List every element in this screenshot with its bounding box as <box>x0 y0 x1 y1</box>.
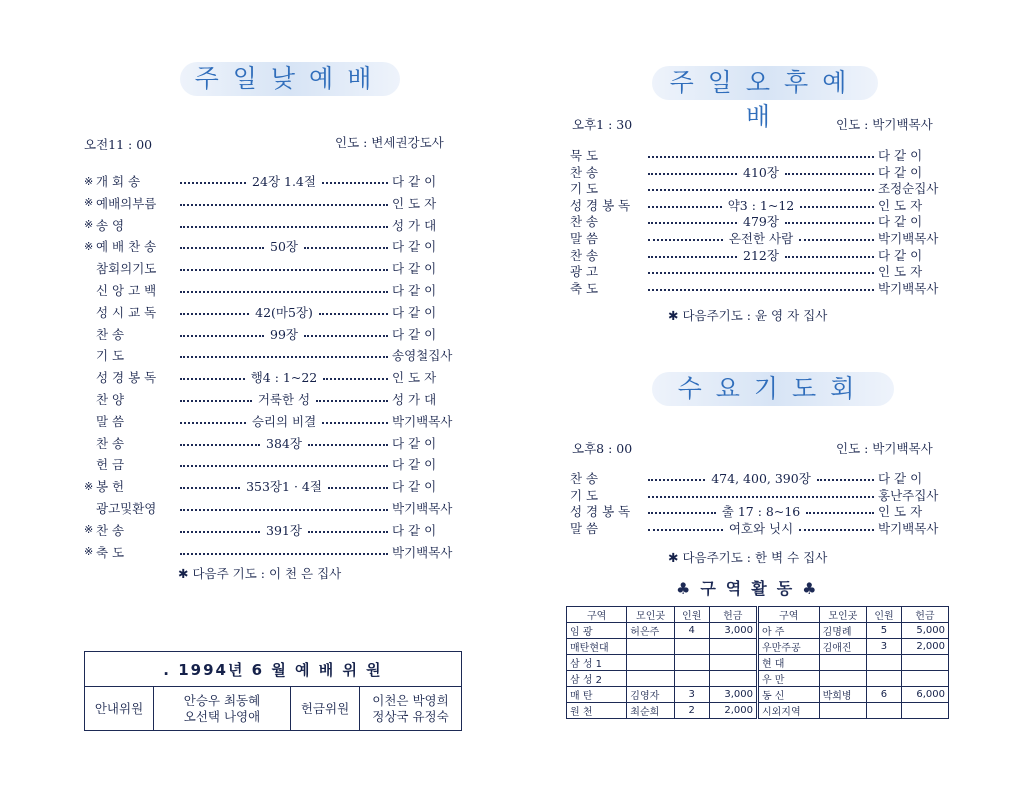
order-person: 인 도 자 <box>878 197 923 213</box>
table-cell: 2,000 <box>709 703 757 719</box>
dot-leader <box>180 412 388 430</box>
asterisk-mark: ※ <box>84 196 94 210</box>
order-detail: 353장1 · 4절 <box>246 479 322 495</box>
order-item: 봉 헌 <box>96 479 125 495</box>
table-cell: 5,000 <box>901 623 948 639</box>
order-item: 송 영 <box>96 217 125 233</box>
order-person: 다 같 이 <box>392 479 437 495</box>
table-cell <box>819 703 867 719</box>
order-detail: 384장 <box>266 435 302 451</box>
order-detail: 391장 <box>266 522 302 538</box>
order-row <box>84 411 462 431</box>
asterisk-mark: ※ <box>84 174 94 188</box>
dot-leader <box>180 507 388 509</box>
order-person: 다 같 이 <box>878 247 923 263</box>
order-detail: 출 17 : 8~16 <box>721 504 801 520</box>
order-person: 다 같 이 <box>392 174 437 189</box>
order-person: 다 같 이 <box>392 304 437 320</box>
dot-leader <box>180 267 388 269</box>
dot-leader <box>180 237 388 255</box>
committee-title: . 1994년 6 월 예 배 위 원 <box>85 652 461 687</box>
order-person: 다 같 이 <box>878 214 923 230</box>
order-item: 찬 송 <box>570 164 599 180</box>
table-cell <box>867 671 902 687</box>
table-cell <box>867 655 902 671</box>
wednesday-service-time: 오후8 : 00 <box>572 441 633 456</box>
order-row <box>84 498 462 518</box>
afternoon-next-prayer-note: ✱ 다음주기도 : 윤 영 자 집사 <box>668 308 828 323</box>
order-detail: 행4 : 1~22 <box>250 370 318 386</box>
order-item: 찬 송 <box>96 326 125 342</box>
order-person: 송영철집사 <box>392 348 453 364</box>
table-row <box>567 687 949 703</box>
order-row <box>84 389 462 409</box>
table-row <box>567 639 949 655</box>
order-row <box>570 278 948 298</box>
dot-leader <box>648 519 874 537</box>
table-cell: 박희병 <box>819 687 867 703</box>
order-row <box>84 542 462 562</box>
table-cell: 3 <box>867 639 902 655</box>
order-item: 말 씀 <box>570 520 599 536</box>
order-person: 다 같 이 <box>392 239 437 255</box>
order-item: 예 배 찬 송 <box>96 239 157 255</box>
order-person: 박기백목사 <box>392 501 453 516</box>
table-cell: 삼 성 1 <box>567 655 627 671</box>
order-person: 다 같 이 <box>392 261 437 277</box>
asterisk-mark: ※ <box>84 545 94 559</box>
column-header: 구역 <box>757 607 819 623</box>
order-item: 헌 금 <box>96 457 125 473</box>
table-cell: 2 <box>674 703 709 719</box>
order-person: 박기백목사 <box>878 231 939 246</box>
committee-offering-label: 헌금위원 <box>291 687 360 731</box>
table-cell: 김영자 <box>627 687 675 703</box>
table-cell: 3,000 <box>709 687 757 703</box>
table-cell: 매 탄 <box>567 687 627 703</box>
table-cell: 5 <box>867 623 902 639</box>
order-person: 박기백목사 <box>392 544 453 560</box>
order-detail: 212장 <box>743 247 779 263</box>
order-item: 축 도 <box>96 544 125 560</box>
table-cell: 김애진 <box>819 639 867 655</box>
district-activity-heading: ♣구역활동♣ <box>676 579 827 598</box>
club-icon: ♣ <box>676 579 701 598</box>
order-person: 인 도 자 <box>392 195 437 211</box>
afternoon-service-leader: 인도 : 박기백목사 <box>836 117 933 132</box>
dot-leader <box>180 172 388 190</box>
dot-leader <box>648 287 874 289</box>
column-header: 모인곳 <box>627 607 675 623</box>
order-row <box>84 171 462 191</box>
dot-leader <box>648 270 874 272</box>
order-person: 다 같 이 <box>392 326 437 342</box>
table-cell: 3,000 <box>709 623 757 639</box>
order-row <box>84 367 462 387</box>
table-cell: 3 <box>674 687 709 703</box>
order-item: 광고및환영 <box>96 501 157 516</box>
table-row <box>567 671 949 687</box>
order-person: 다 같 이 <box>392 457 437 473</box>
district-activity-table <box>566 606 949 719</box>
table-cell <box>627 655 675 671</box>
asterisk-mark: ※ <box>84 479 94 493</box>
order-detail: 50장 <box>270 239 298 255</box>
order-detail: 거룩한 성 <box>257 392 311 407</box>
dot-leader <box>180 551 388 553</box>
table-row <box>567 623 949 639</box>
order-item: 축 도 <box>570 280 599 296</box>
order-row <box>84 433 462 453</box>
order-row <box>84 324 462 344</box>
table-cell: 4 <box>674 623 709 639</box>
order-item: 찬 송 <box>96 522 125 538</box>
table-cell: 시외지역 <box>757 703 819 719</box>
order-person: 성 가 대 <box>392 392 437 407</box>
order-person: 박기백목사 <box>878 280 939 296</box>
order-item: 찬 송 <box>570 247 599 263</box>
table-cell: 원 천 <box>567 703 627 719</box>
asterisk-mark: ※ <box>84 239 94 253</box>
order-item: 기 도 <box>96 348 125 364</box>
order-detail: 24장 1.4절 <box>252 174 316 189</box>
table-cell: 매탄현대 <box>567 639 627 655</box>
order-person: 다 같 이 <box>878 471 923 486</box>
order-row <box>84 215 462 235</box>
order-row <box>84 476 462 496</box>
table-cell <box>627 639 675 655</box>
dot-leader <box>180 463 388 465</box>
order-row <box>570 518 948 538</box>
table-cell <box>867 703 902 719</box>
order-row <box>84 302 462 322</box>
order-item: 개 회 송 <box>96 174 141 189</box>
table-cell: 최순희 <box>627 703 675 719</box>
dot-leader <box>180 303 388 321</box>
table-cell <box>709 671 757 687</box>
dot-leader <box>648 494 874 496</box>
asterisk-mark: ※ <box>84 218 94 232</box>
order-detail: 승리의 비결 <box>251 413 317 429</box>
order-item: 찬 송 <box>570 214 599 230</box>
wednesday-next-prayer-note: ✱ 다음주기도 : 한 벽 수 집사 <box>668 550 828 565</box>
dot-leader <box>648 154 874 156</box>
order-item: 성 경 봉 독 <box>570 197 631 213</box>
table-cell: 2,000 <box>901 639 948 655</box>
order-detail: 온전한 사람 <box>728 231 794 246</box>
column-header: 모인곳 <box>819 607 867 623</box>
wednesday-service-title: 수요기도회 <box>652 372 894 406</box>
morning-service-time: 오전11 : 00 <box>84 137 153 152</box>
table-cell <box>901 671 948 687</box>
order-person: 인 도 자 <box>878 504 923 520</box>
table-cell <box>674 671 709 687</box>
column-header: 인원 <box>867 607 902 623</box>
committee-usher-names: 안승우 최동혜 오선택 나영애 <box>154 687 291 731</box>
table-cell <box>819 655 867 671</box>
order-item: 예배의부름 <box>96 195 157 211</box>
committee-usher-label: 안내위원 <box>85 687 154 731</box>
dot-leader <box>180 390 388 408</box>
asterisk-mark: ※ <box>84 523 94 537</box>
order-item: 신 앙 고 백 <box>96 283 157 298</box>
table-row <box>567 655 949 671</box>
order-item: 찬 송 <box>570 471 599 486</box>
table-cell <box>819 671 867 687</box>
worship-committee-box <box>84 651 462 731</box>
order-person: 다 같 이 <box>392 435 437 451</box>
table-header-row <box>567 607 949 623</box>
order-item: 참회의기도 <box>96 261 157 277</box>
order-person: 조정순집사 <box>878 181 939 197</box>
column-header: 헌금 <box>901 607 948 623</box>
order-person: 다 같 이 <box>392 283 437 298</box>
dot-leader <box>180 325 388 343</box>
order-item: 성 경 봉 독 <box>96 370 157 386</box>
order-item: 광 고 <box>570 264 599 280</box>
afternoon-service-title: 주일오후예배 <box>652 66 878 100</box>
column-header: 헌금 <box>709 607 757 623</box>
dot-leader <box>180 202 388 204</box>
table-cell <box>709 639 757 655</box>
order-person: 박기백목사 <box>878 520 939 536</box>
order-item: 기 도 <box>570 181 599 197</box>
table-cell: 허은주 <box>627 623 675 639</box>
dot-leader <box>180 521 388 539</box>
order-row <box>84 280 462 300</box>
order-detail: 약3 : 1~12 <box>727 197 795 213</box>
column-header: 구역 <box>567 607 627 623</box>
order-person: 성 가 대 <box>392 217 437 233</box>
order-person: 박기백목사 <box>392 413 453 429</box>
order-detail: 474, 400, 390장 <box>711 471 811 486</box>
order-item: 기 도 <box>570 487 599 503</box>
order-person: 다 같 이 <box>878 164 923 180</box>
club-icon: ♣ <box>802 579 827 598</box>
table-cell <box>901 655 948 671</box>
dot-leader <box>180 434 388 452</box>
committee-offering-names: 이천은 박영희 정상국 유정숙 <box>372 693 449 724</box>
morning-service-leader: 인도 : 변세권강도사 <box>335 135 444 150</box>
dot-leader <box>180 289 388 291</box>
table-cell <box>709 655 757 671</box>
order-row <box>84 520 462 540</box>
order-row <box>84 258 462 278</box>
table-cell: 임 광 <box>567 623 627 639</box>
table-cell: 동 신 <box>757 687 819 703</box>
table-cell <box>674 639 709 655</box>
table-cell: 6,000 <box>901 687 948 703</box>
order-item: 성 경 봉 독 <box>570 504 631 520</box>
order-item: 말 씀 <box>570 231 599 246</box>
order-person: 인 도 자 <box>878 264 923 280</box>
order-detail: 479장 <box>743 214 779 230</box>
order-person: 홍난주집사 <box>878 487 939 503</box>
table-cell: 6 <box>867 687 902 703</box>
table-row <box>567 703 949 719</box>
table-cell: 우 만 <box>757 671 819 687</box>
order-row <box>84 193 462 213</box>
table-cell: 삼 성 2 <box>567 671 627 687</box>
afternoon-service-time: 오후1 : 30 <box>572 117 633 132</box>
order-person: 다 같 이 <box>878 148 923 163</box>
morning-service-title: 주일낮예배 <box>180 62 400 96</box>
table-cell: 우만주공 <box>757 639 819 655</box>
dot-leader <box>180 224 388 226</box>
order-person: 인 도 자 <box>392 370 437 386</box>
order-item: 성 시 교 독 <box>96 304 157 320</box>
dot-leader <box>180 354 388 356</box>
dot-leader <box>180 477 388 495</box>
wednesday-service-leader: 인도 : 박기백목사 <box>836 441 933 456</box>
dot-leader <box>648 187 874 189</box>
table-cell: 현 대 <box>757 655 819 671</box>
order-row <box>84 345 462 365</box>
order-item: 말 씀 <box>96 413 125 429</box>
order-detail: 99장 <box>270 326 298 342</box>
order-detail: 410장 <box>743 164 779 180</box>
order-detail: 여호와 닛시 <box>728 520 794 536</box>
table-cell <box>901 703 948 719</box>
morning-next-prayer-note: ✱ 다음주 기도 : 이 천 은 집사 <box>178 566 342 581</box>
order-item: 묵 도 <box>570 148 599 163</box>
dot-leader <box>180 368 388 386</box>
table-cell: 아 주 <box>757 623 819 639</box>
order-item: 찬 송 <box>96 435 125 451</box>
column-header: 인원 <box>674 607 709 623</box>
table-cell <box>674 655 709 671</box>
order-person: 다 같 이 <box>392 522 437 538</box>
table-cell: 김명례 <box>819 623 867 639</box>
order-row <box>84 236 462 256</box>
order-row <box>84 454 462 474</box>
order-detail: 42(마5장) <box>255 304 313 320</box>
order-item: 찬 양 <box>96 392 125 407</box>
table-cell <box>627 671 675 687</box>
